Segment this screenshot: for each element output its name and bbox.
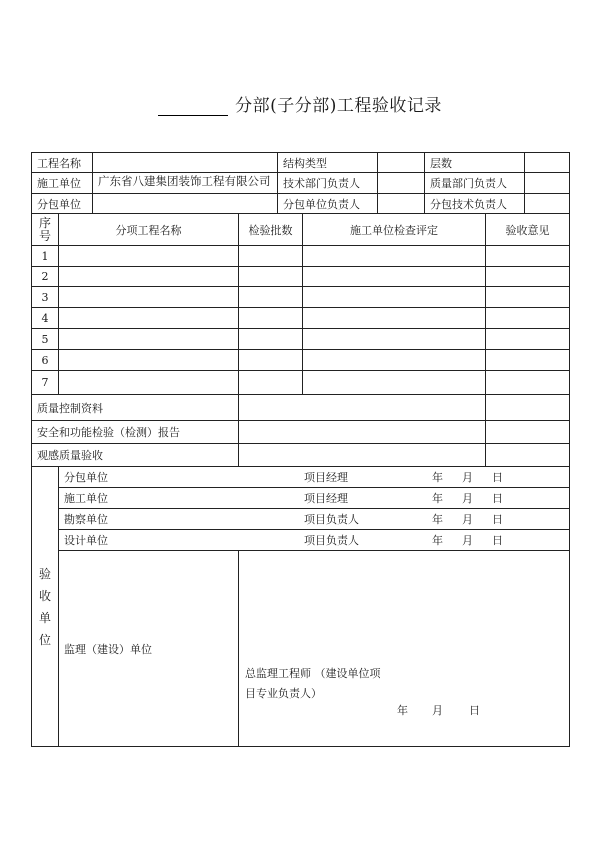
date-month: 月 — [462, 492, 473, 505]
date-month: 月 — [462, 471, 473, 484]
evaluation-header: 施工单位检查评定 — [302, 213, 486, 246]
appearance-quality-opinion[interactable] — [485, 443, 570, 467]
batch-count-cell[interactable] — [238, 286, 303, 308]
seq-header-text: 序号 — [39, 215, 52, 243]
supervisor-date-day: 日 — [469, 704, 480, 717]
seq-cell: 2 — [31, 266, 59, 287]
opinion-cell[interactable] — [485, 349, 570, 371]
subcontract-tech-head-field[interactable] — [524, 193, 570, 214]
batch-count-cell[interactable] — [238, 266, 303, 287]
evaluation-cell[interactable] — [302, 328, 486, 350]
safety-function-report-field[interactable] — [238, 420, 486, 444]
supervisor-date-year: 年 — [397, 704, 408, 717]
acceptance-row[interactable] — [58, 487, 570, 509]
evaluation-cell[interactable] — [302, 370, 486, 395]
acceptance-units-label: 验收单位 — [38, 566, 51, 647]
batch-count-cell[interactable] — [238, 245, 303, 267]
safety-function-report-opinion[interactable] — [485, 420, 570, 444]
item-name-header: 分项工程名称 — [58, 213, 239, 246]
supervisor-signature-cell[interactable] — [238, 550, 570, 747]
opinion-cell[interactable] — [485, 370, 570, 395]
subcontract-head-field[interactable] — [377, 193, 425, 214]
project-name-label: 工程名称 — [31, 152, 93, 173]
acceptance-person-role: 项目负责人 — [304, 513, 359, 526]
supervisor-date-month: 月 — [432, 704, 443, 717]
date-year: 年 — [432, 513, 443, 526]
acceptance-row[interactable] — [58, 508, 570, 530]
tech-dept-head-label: 技术部门负责人 — [277, 172, 378, 194]
date-day: 日 — [492, 471, 503, 484]
supervision-unit-label: 监理（建设）单位 — [64, 643, 152, 656]
item-name-cell[interactable] — [58, 349, 239, 371]
acceptance-person-role: 项目负责人 — [304, 534, 359, 547]
opinion-cell[interactable] — [485, 286, 570, 308]
acceptance-person-role: 项目经理 — [304, 492, 348, 505]
subcontract-unit-field[interactable] — [92, 193, 278, 214]
date-year: 年 — [432, 471, 443, 484]
acceptance-unit-name: 设计单位 — [64, 534, 108, 547]
batch-count-cell[interactable] — [238, 307, 303, 329]
appearance-quality-label: 观感质量验收 — [31, 443, 239, 467]
floors-label: 层数 — [424, 152, 525, 173]
project-name-field[interactable] — [92, 152, 278, 173]
acceptance-units-side — [31, 466, 59, 747]
subcontract-tech-head-label: 分包技术负责人 — [424, 193, 525, 214]
construction-unit-label: 施工单位 — [31, 172, 93, 194]
seq-header — [31, 213, 59, 246]
supervision-unit-cell — [58, 550, 239, 747]
batch-count-cell[interactable] — [238, 370, 303, 395]
batch-count-cell[interactable] — [238, 349, 303, 371]
subcontract-head-label: 分包单位负责人 — [277, 193, 378, 214]
subcontract-unit-label: 分包单位 — [31, 193, 93, 214]
seq-cell: 3 — [31, 286, 59, 308]
date-month: 月 — [462, 534, 473, 547]
seq-cell: 1 — [31, 245, 59, 267]
date-year: 年 — [432, 492, 443, 505]
acceptance-unit-name: 分包单位 — [64, 471, 108, 484]
evaluation-cell[interactable] — [302, 286, 486, 308]
opinion-cell[interactable] — [485, 307, 570, 329]
date-day: 日 — [492, 492, 503, 505]
quality-control-docs-label: 质量控制资料 — [31, 394, 239, 421]
opinion-header: 验收意见 — [485, 213, 570, 246]
item-name-cell[interactable] — [58, 245, 239, 267]
date-day: 日 — [492, 513, 503, 526]
acceptance-row[interactable] — [58, 529, 570, 551]
item-name-cell[interactable] — [58, 266, 239, 287]
batch-count-cell[interactable] — [238, 328, 303, 350]
quality-control-docs-opinion[interactable] — [485, 394, 570, 421]
page-title: 分部(子分部)工程验收记录 — [235, 96, 442, 116]
item-name-cell[interactable] — [58, 328, 239, 350]
evaluation-cell[interactable] — [302, 245, 486, 267]
structure-type-label: 结构类型 — [277, 152, 378, 173]
item-name-cell[interactable] — [58, 307, 239, 329]
date-day: 日 — [492, 534, 503, 547]
chief-supervisor-line1: 总监理工程师 （建设单位项 — [245, 667, 381, 680]
chief-supervisor-line2: 目专业负责人） — [245, 687, 322, 700]
quality-dept-head-label: 质量部门负责人 — [424, 172, 525, 194]
acceptance-person-role: 项目经理 — [304, 471, 348, 484]
item-name-cell[interactable] — [58, 286, 239, 308]
safety-function-report-label: 安全和功能检验（检测）报告 — [31, 420, 239, 444]
acceptance-unit-name: 施工单位 — [64, 492, 108, 505]
quality-control-docs-field[interactable] — [238, 394, 486, 421]
appearance-quality-field[interactable] — [238, 443, 486, 467]
tech-dept-head-field[interactable] — [377, 172, 425, 194]
acceptance-row[interactable] — [58, 466, 570, 488]
quality-dept-head-field[interactable] — [524, 172, 570, 194]
seq-cell: 7 — [31, 370, 59, 395]
date-month: 月 — [462, 513, 473, 526]
date-year: 年 — [432, 534, 443, 547]
seq-cell: 6 — [31, 349, 59, 371]
structure-type-field[interactable] — [377, 152, 425, 173]
opinion-cell[interactable] — [485, 245, 570, 267]
evaluation-cell[interactable] — [302, 266, 486, 287]
evaluation-cell[interactable] — [302, 349, 486, 371]
item-name-cell[interactable] — [58, 370, 239, 395]
batch-count-header: 检验批数 — [238, 213, 303, 246]
floors-field[interactable] — [524, 152, 570, 173]
opinion-cell[interactable] — [485, 266, 570, 287]
opinion-cell[interactable] — [485, 328, 570, 350]
seq-cell: 5 — [31, 328, 59, 350]
construction-unit-field[interactable]: 广东省八建集团装饰工程有限公司 — [92, 172, 278, 194]
seq-cell: 4 — [31, 307, 59, 329]
evaluation-cell[interactable] — [302, 307, 486, 329]
acceptance-unit-name: 勘察单位 — [64, 513, 108, 526]
